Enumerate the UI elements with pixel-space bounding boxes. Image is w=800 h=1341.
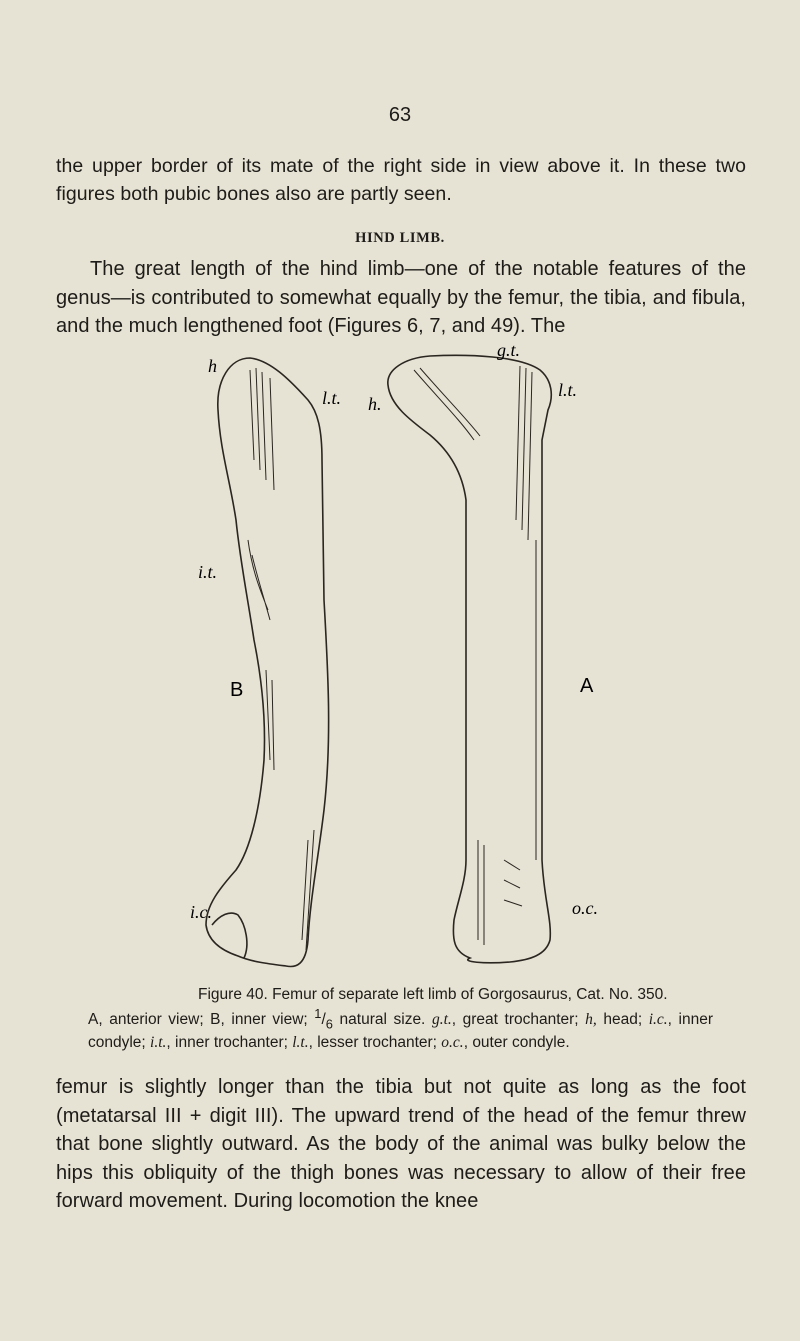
caption-scale-num: 1 bbox=[314, 1006, 322, 1021]
label-great-trochanter-a: g.t. bbox=[497, 340, 521, 360]
caption-text-oc: outer condyle. bbox=[472, 1034, 570, 1052]
femur-b-outline bbox=[206, 358, 329, 967]
femur-a-outline bbox=[388, 355, 551, 962]
caption-abbr-h: h, bbox=[585, 1011, 597, 1029]
view-b-letter: B bbox=[230, 679, 244, 701]
paragraph-3: femur is slightly longer than the tibia but not quite as long as the foot (metatarsal III + digit III). The upward trend of the head of the femur threw that bone slightly outward. As the body of the animal was bulky below the hips this obliquity of the thigh bones was necessary to allow of their free forward movement. During locomotion the knee bbox=[56, 1076, 746, 1212]
paragraph-2: The great length of the hind limb—one of the notable features of the genus—is contributed to somewhat equally by the femur, the tibia, and fibula, and the much lengthened foot (Figures 6, 7, and 49). The bbox=[56, 258, 746, 337]
caption-abbr-gt: g.t. bbox=[431, 1011, 452, 1029]
caption-text-lt: lesser trochanter; bbox=[317, 1034, 437, 1052]
label-outer-condyle-a: o.c. bbox=[572, 898, 598, 918]
femur-illustration bbox=[190, 340, 620, 990]
caption-scale-rest: natural size. bbox=[339, 1011, 426, 1029]
label-inner-condyle-b: i.c. bbox=[190, 902, 212, 922]
caption-text-gt: great trochanter; bbox=[462, 1011, 579, 1029]
caption-abbr-lt: l.t. bbox=[292, 1034, 309, 1052]
caption-abbr-ic: i.c. bbox=[648, 1011, 668, 1029]
figure-caption: Figure 40. Femur of separate left limb of Gorgosaurus, Cat. No. 350. A, anterior view; B, inner view; $^1/_6$ natural size. g.t., great trochanter; h, head; i.c., inner condyle; i.t., inner trochanter; l.t., lesser trochanter; o.c., outer condyle. bbox=[88, 986, 713, 1052]
view-a-letter: A bbox=[580, 675, 594, 697]
paragraph-1: the upper border of its mate of the right side in view above it. In these two figures both pubic bones also are partly seen. bbox=[56, 155, 746, 205]
label-inner-trochanter-b: i.t. bbox=[198, 562, 218, 582]
label-lesser-trochanter-b: l.t. bbox=[322, 388, 342, 408]
section-heading: HIND LIMB. bbox=[355, 230, 445, 246]
label-head-b: h bbox=[208, 356, 217, 376]
caption-text-it: inner trochanter; bbox=[175, 1034, 288, 1052]
caption-views: A, anterior view; B, inner view; bbox=[88, 1011, 308, 1029]
femur-b-condyle bbox=[212, 913, 247, 958]
label-lesser-trochanter-a: l.t. bbox=[558, 380, 578, 400]
page-number: 63 bbox=[388, 104, 412, 126]
caption-abbr-oc: o.c. bbox=[441, 1034, 464, 1052]
caption-text-h: head; bbox=[603, 1011, 643, 1029]
caption-title: Figure 40. Femur of separate left limb of Gorgosaurus, Cat. No. 350. bbox=[198, 986, 668, 1003]
femur-a-shading bbox=[414, 366, 536, 945]
caption-abbr-it: i.t. bbox=[150, 1034, 167, 1052]
caption-scale-den: 6 bbox=[325, 1016, 333, 1032]
label-head-a: h. bbox=[368, 394, 382, 414]
caption-text-ic: inner condyle; bbox=[88, 1011, 713, 1052]
femur-figure bbox=[190, 340, 620, 990]
